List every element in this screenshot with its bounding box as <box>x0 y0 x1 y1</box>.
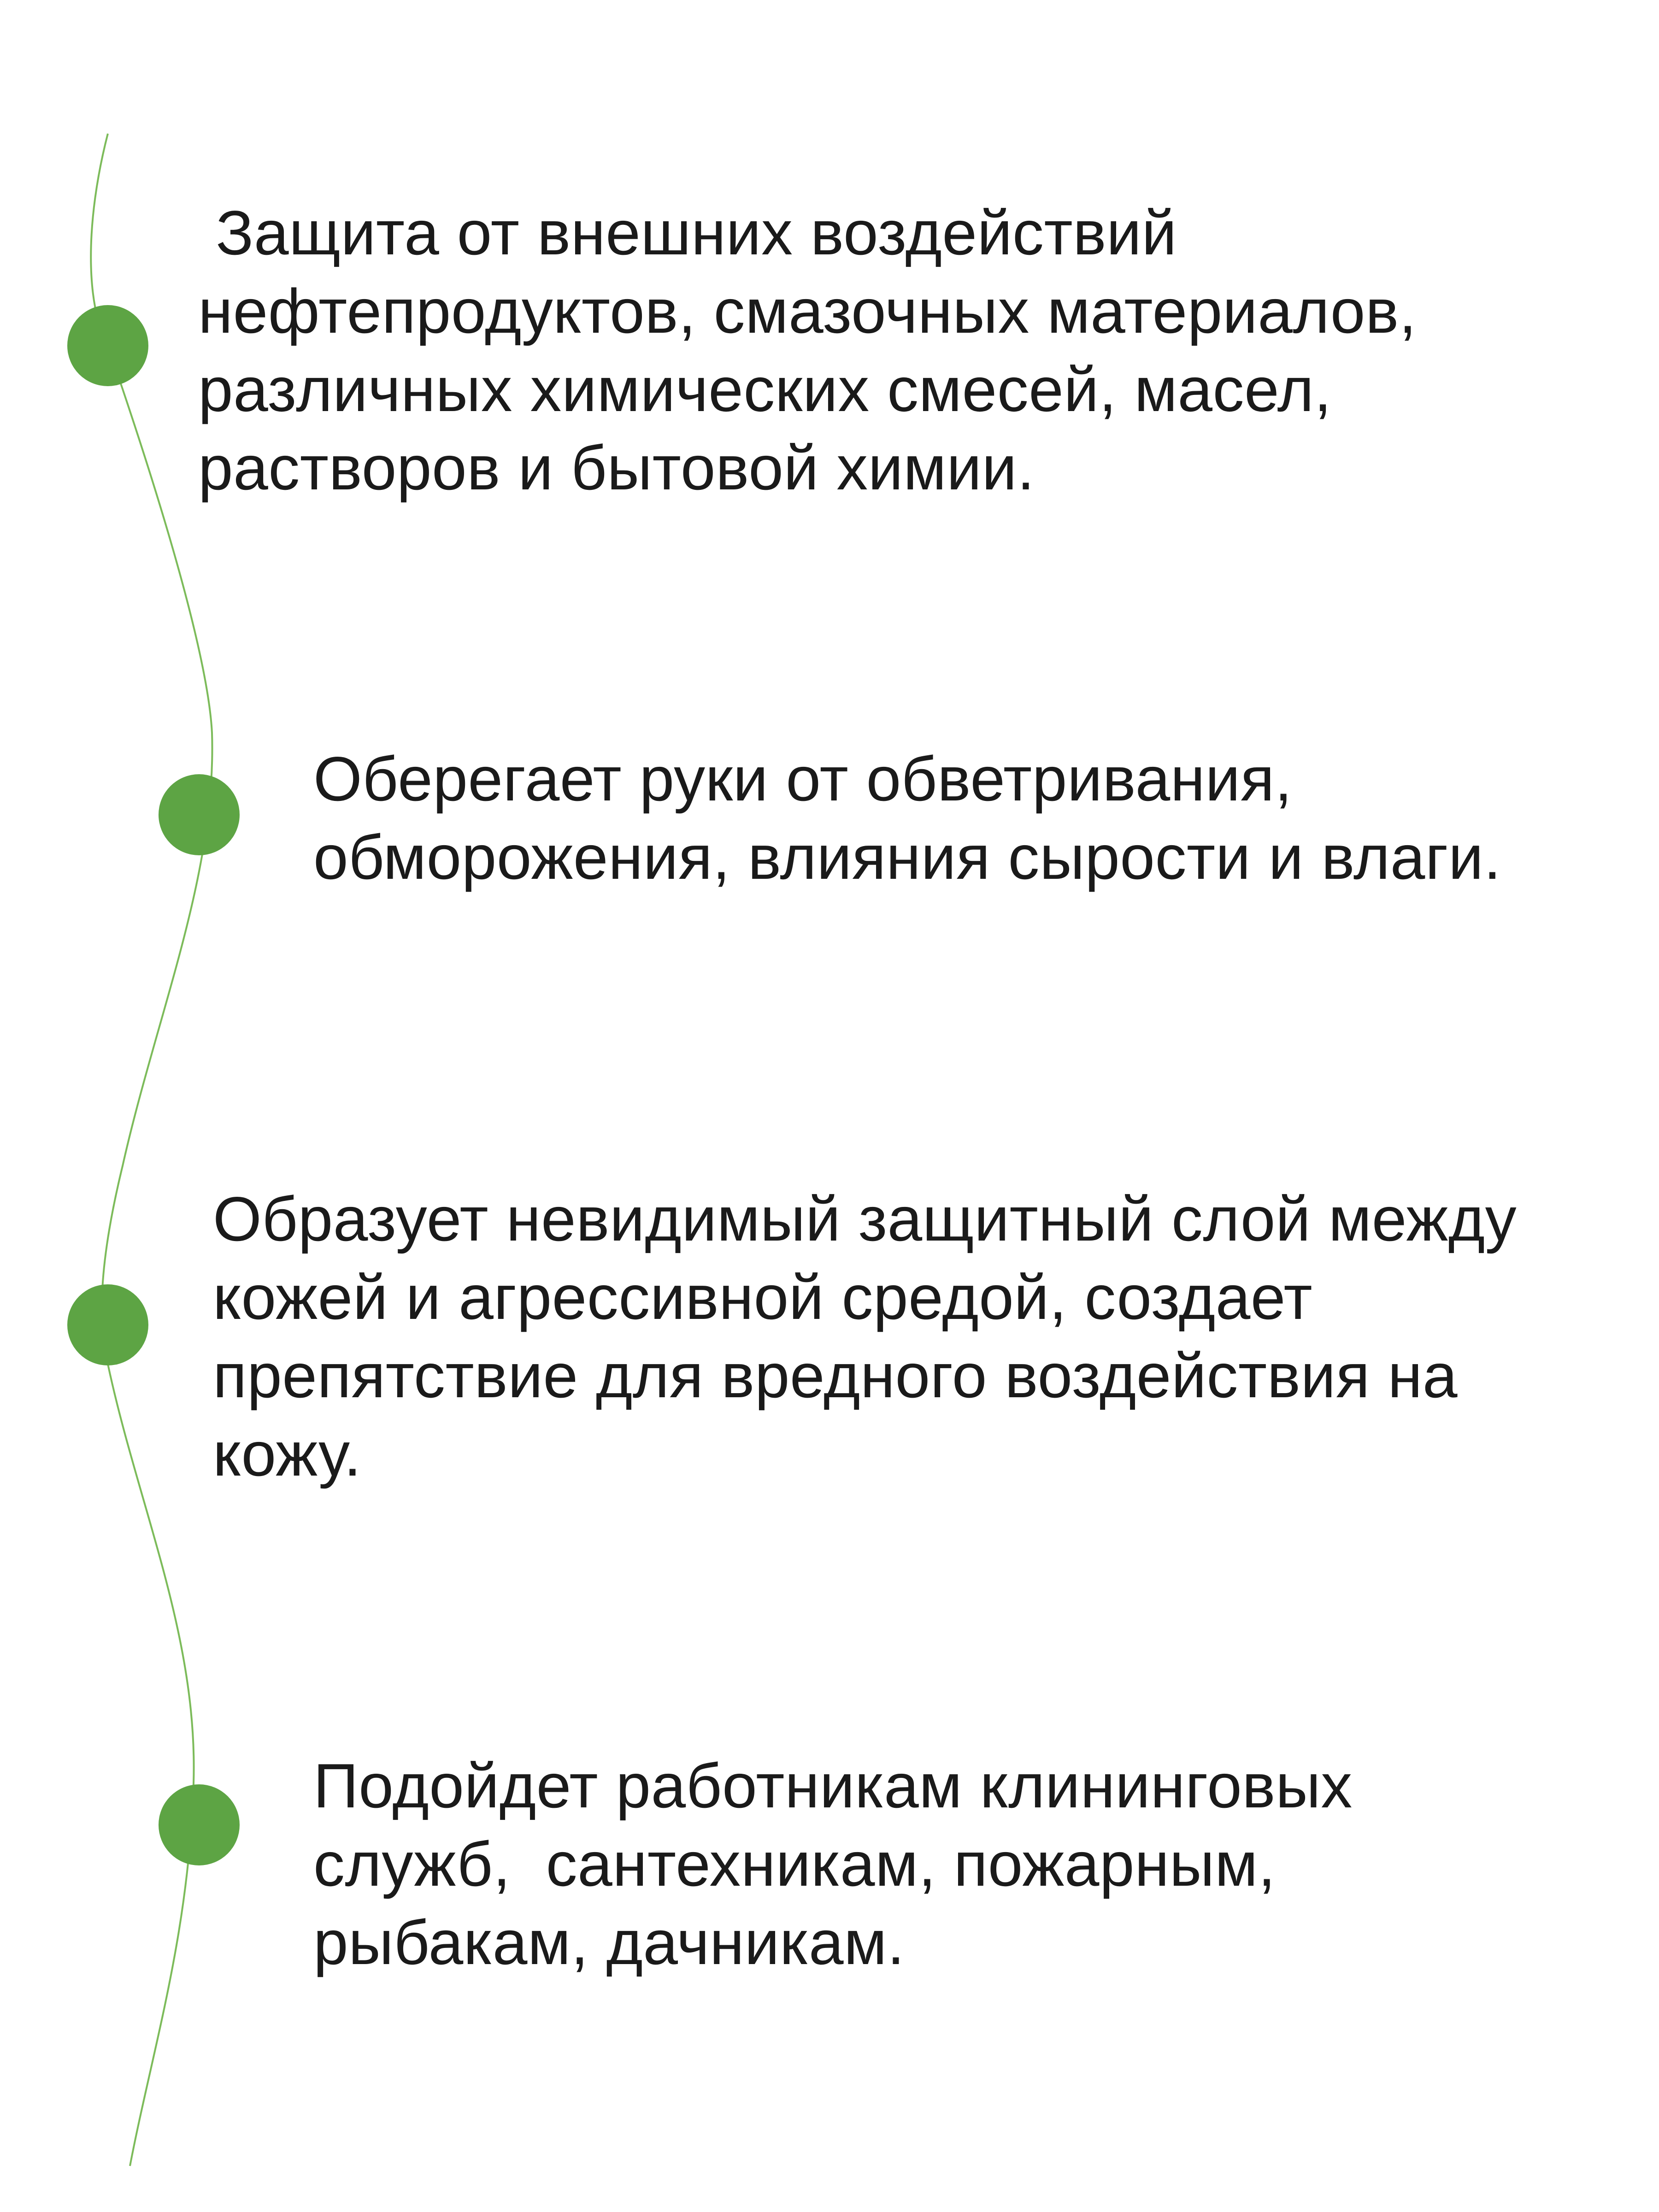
timeline-item-4-text <box>313 1747 1353 1982</box>
item-4-line-2: служб, сантехникам, пожарным, <box>313 1829 1276 1899</box>
item-3-line-1: Образует невидимый защитный слой между <box>213 1184 1517 1254</box>
timeline-item-1-text <box>198 194 1417 507</box>
timeline-marker-2 <box>159 774 240 855</box>
item-1-line-1: Защита от внешних воздействий <box>198 198 1177 268</box>
timeline-marker-3 <box>67 1284 148 1365</box>
item-1-line-4: растворов и бытовой химии. <box>198 433 1035 503</box>
timeline-item-3-text <box>213 1180 1517 1493</box>
timeline-item-2-text <box>313 740 1501 896</box>
item-3-line-2: кожей и агрессивной средой, создает <box>213 1262 1313 1332</box>
timeline-marker-4 <box>159 1784 240 1865</box>
item-2-line-2: обморожения, влияния сырости и влаги. <box>313 822 1501 892</box>
item-1-line-2: нефтепродуктов, смазочных материалов, <box>198 276 1417 346</box>
item-1-line-3: различных химических смесей, масел, <box>198 354 1332 424</box>
item-2-line-1: Оберегает руки от обветривания, <box>313 744 1293 814</box>
item-3-line-3: препятствие для вредного воздействия на <box>213 1341 1458 1411</box>
item-4-line-3: рыбакам, дачникам. <box>313 1907 905 1977</box>
item-3-line-4: кожу. <box>213 1419 362 1489</box>
item-4-line-1: Подойдет работникам клининговых <box>313 1751 1353 1821</box>
timeline-marker-1 <box>67 305 148 386</box>
